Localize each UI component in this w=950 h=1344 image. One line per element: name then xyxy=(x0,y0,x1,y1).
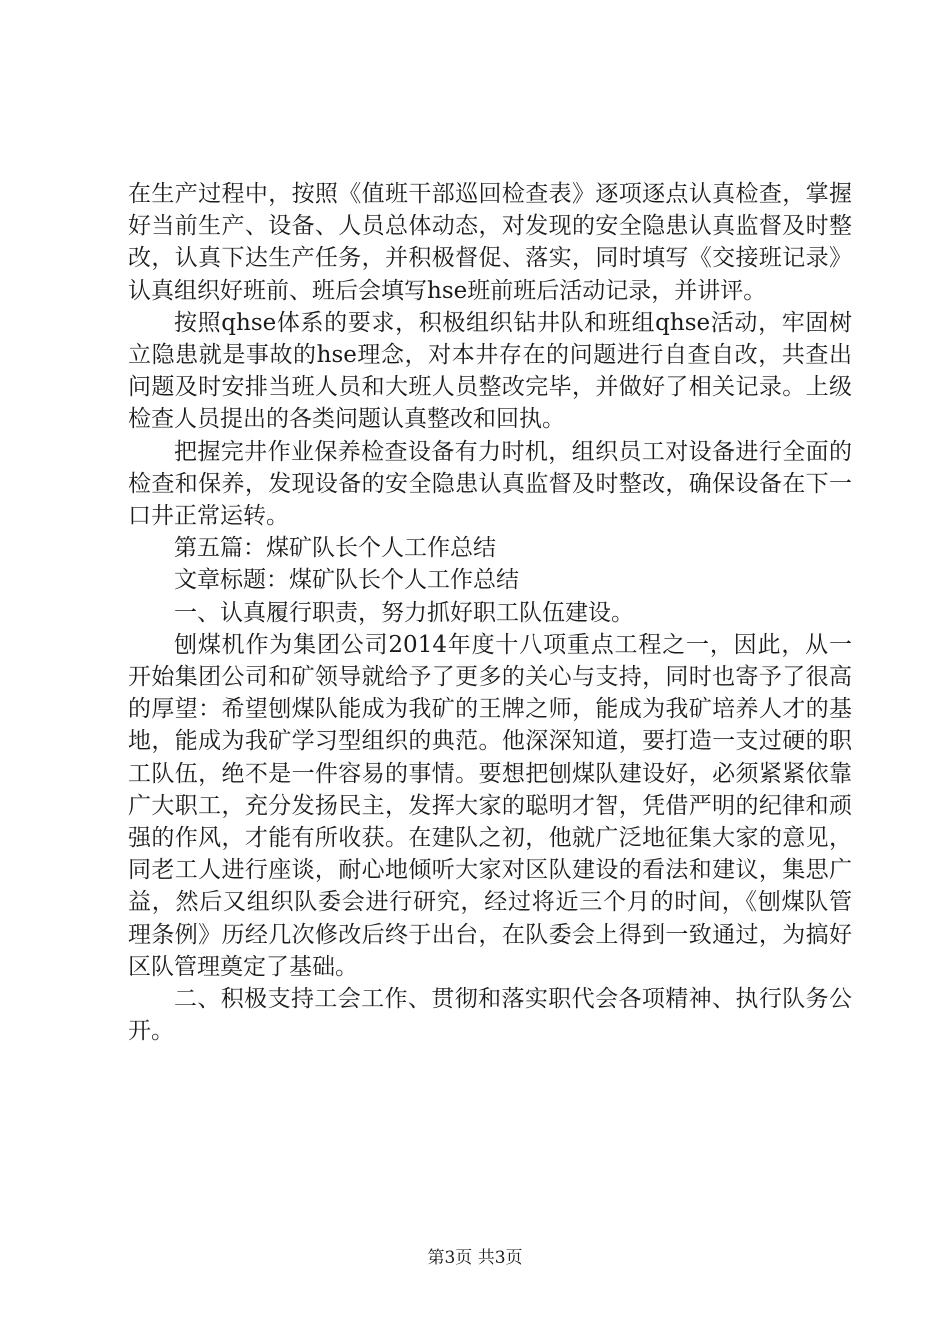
subheading-two: 二、积极支持工会工作、贯彻和落实职代会各项精神、执行队务公开。 xyxy=(128,986,852,1045)
section-heading: 第五篇：煤矿队长个人工作总结 xyxy=(174,535,496,562)
page-number: 第3页 共3页 xyxy=(427,1248,523,1268)
article-title: 文章标题：煤矿队长个人工作总结 xyxy=(174,567,519,594)
document-body xyxy=(128,178,852,1047)
paragraph-equipment-maintenance: 把握完井作业保养检查设备有力时机，组织员工对设备进行全面的检查和保养，发现设备的安全隐患认真监督及时整改，确保设备在下一口井正常运转。 xyxy=(128,438,852,530)
subheading-one: 一、认真履行职责，努力抓好职工队伍建设。 xyxy=(174,599,634,626)
paragraph-shift-inspection: 在生产过程中，按照《值班干部巡回检查表》逐项逐点认真检查，掌握好当前生产、设备、人员总体动态，对发现的安全隐患认真监督及时整改，认真下达生产任务，并积极督促、落实，同时填写《交接班记录》认真组织好班前、班后会填写hse班前班后活动记录，并讲评。 xyxy=(128,181,852,304)
paragraph-qhse-activities: 按照qhse体系的要求，积极组织钻井队和班组qhse活动，牢固树立隐患就是事故的hse理念，对本井存在的问题进行自查自改，共查出问题及时安排当班人员和大班人员整改完毕，并做好了相关记录。上级检查人员提出的各类问题认真整改和回执。 xyxy=(128,309,852,433)
paragraph-team-building: 刨煤机作为集团公司2014年度十八项重点工程之一，因此，从一开始集团公司和矿领导就给予了更多的关心与支持，同时也寄予了很高的厚望：希望刨煤队能成为我矿的王牌之师，能成为我矿培养人才的基地，能成为我矿学习型组织的典范。他深深知道，要打造一支过硬的职工队伍，绝不是一件容易的事情。要想把刨煤队建设好，必须紧紧依靠广大职工，充分发扬民主，发挥大家的聪明才智，凭借严明的纪律和顽强的作风，才能有所收获。在建队之初，他就广泛地征集大家的意见，同老工人进行座谈，耐心地倾听大家对区队建设的看法和建议，集思广益，然后又组织队委会进行研究，经过将近三个月的时间，《刨煤队管理条例》历经几次修改后终于出台，在队委会上得到一致通过，为搞好区队管理奠定了基础。 xyxy=(128,631,852,980)
